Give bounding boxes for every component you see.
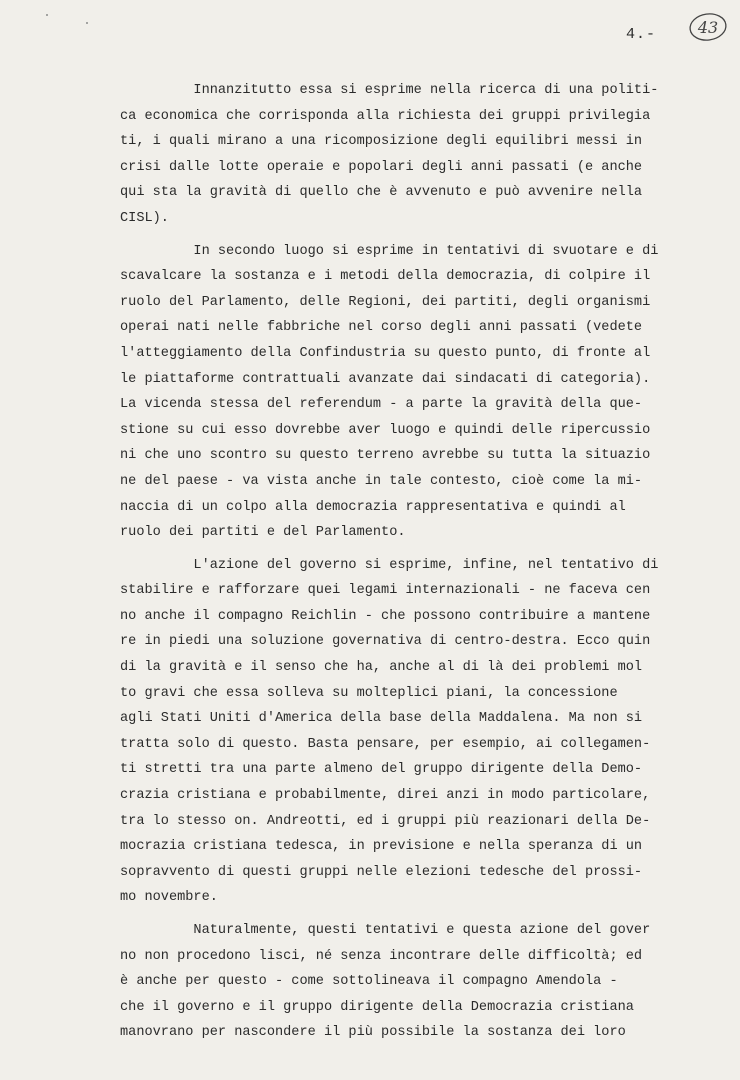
paragraph (120, 239, 720, 546)
archive-stamp (688, 12, 728, 42)
text-line: qui sta la gravità di quello che è avvenuto e può avvenire nella (120, 185, 643, 201)
text-line: naccia di un colpo alla democrazia rappresentativa e quindi al (120, 499, 626, 515)
text-line: L'azione del governo si esprime, infine, nel tentativo di (120, 557, 659, 573)
paper-speck (46, 14, 48, 16)
text-line: ne del paese - va vista anche in tale contesto, cioè come la mi- (120, 473, 643, 489)
text-line: La vicenda stessa del referendum - a parte la gravità della que- (120, 397, 643, 413)
text-line: to gravi che essa solleva su molteplici piani, la concessione (120, 685, 618, 701)
text-line: Innanzitutto essa si esprime nella ricerca di una politi- (120, 83, 659, 98)
text-line: l'atteggiamento della Confindustria su questo punto, di fronte al (120, 345, 651, 361)
text-line: tra lo stesso on. Andreotti, ed i gruppi più reazionari della De- (120, 813, 651, 829)
text-line: ruolo del Parlamento, delle Regioni, dei partiti, degli organismi (120, 294, 651, 310)
text-line: mocrazia cristiana tedesca, in previsione e nella speranza di un (120, 839, 643, 855)
text-line: di la gravità e il senso che ha, anche al di là dei problemi mol (120, 660, 643, 676)
text-line: scavalcare la sostanza e i metodi della democrazia, di colpire il (120, 269, 651, 285)
text-line: operai nati nelle fabbriche nel corso degli anni passati (vedete (120, 320, 643, 336)
text-line: crazia cristiana e probabilmente, direi anzi in modo particolare, (120, 788, 651, 804)
text-line: stione su cui esso dovrebbe aver luogo e quindi delle ripercussio (120, 422, 651, 438)
text-line: ca economica che corrisponda alla richiesta dei gruppi privilegia (120, 108, 651, 124)
paragraph (120, 553, 720, 911)
text-line: crisi dalle lotte operaie e popolari degli anni passati (e anche (120, 159, 643, 175)
text-line: mo novembre. (120, 890, 218, 906)
text-line: Naturalmente, questi tentativi e questa azione del gover (120, 923, 651, 938)
text-line: no non procedono lisci, né senza incontrare delle difficoltà; ed (120, 948, 643, 964)
text-line: ti stretti tra una parte almeno del gruppo dirigente della Demo- (120, 762, 643, 778)
text-line: ti, i quali mirano a una ricomposizione degli equilibri messi in (120, 134, 643, 150)
text-line: che il governo e il gruppo dirigente della Democrazia cristiana (120, 999, 634, 1015)
circled-number-stamp-icon (688, 12, 728, 42)
text-line: In secondo luogo si esprime in tentativi di svuotare e di (120, 243, 659, 259)
text-line: re in piedi una soluzione governativa di centro-destra. Ecco quin (120, 634, 651, 650)
text-line: agli Stati Uniti d'America della base della Maddalena. Ma non si (120, 711, 643, 727)
text-line: è anche per questo - come sottolineava il compagno Amendola - (120, 974, 618, 990)
paragraph (120, 78, 720, 232)
stamp-number: 43 (697, 18, 719, 37)
text-line: sopravvento di questi gruppi nelle elezioni tedesche del prossi- (120, 864, 643, 880)
text-line: le piattaforme contrattuali avanzate dai sindacati di categoria). (120, 371, 651, 387)
page-number: 4.- (626, 26, 657, 43)
text-line: tratta solo di questo. Basta pensare, per esempio, ai collegamen- (120, 736, 651, 752)
text-line: ni che uno scontro su questo terreno avrebbe su tutta la situazio (120, 448, 651, 464)
text-line: manovrano per nascondere il più possibile la sostanza dei loro (120, 1025, 626, 1041)
paragraph (120, 918, 720, 1046)
text-line: no anche il compagno Reichlin - che possono contribuire a mantene (120, 608, 651, 624)
text-line: ruolo dei partiti e del Parlamento. (120, 525, 406, 541)
text-line: stabilire e rafforzare quei legami internazionali - ne faceva cen (120, 583, 651, 599)
body-text (120, 78, 720, 1046)
paper-speck (86, 22, 88, 24)
text-line: CISL). (120, 210, 169, 226)
